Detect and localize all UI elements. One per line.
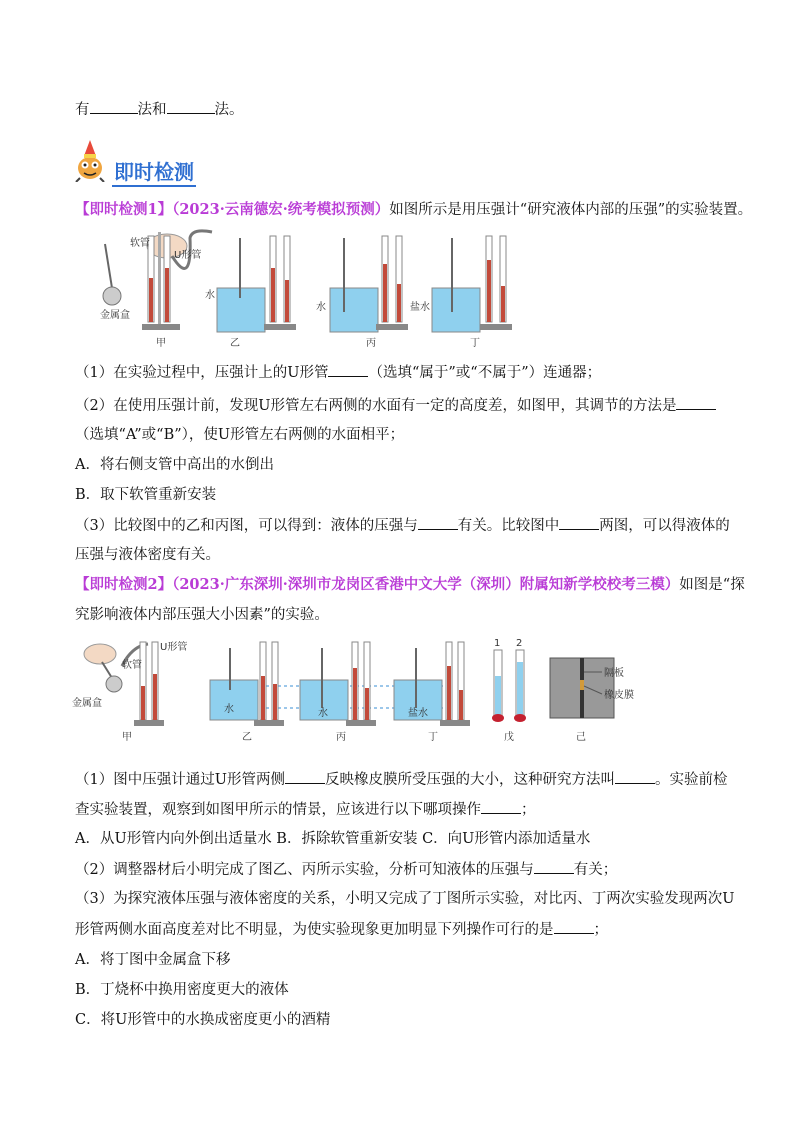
pencil-mascot-icon [70, 138, 110, 182]
label-partition: 隔板 [604, 668, 624, 679]
label-u-tube: U形管 [160, 642, 188, 653]
answer-blank[interactable] [285, 769, 325, 784]
section-title: 即时检测 [112, 160, 196, 187]
label-soft-tube: 软管 [122, 660, 142, 671]
answer-blank[interactable] [676, 395, 716, 410]
label-ding: 丁 [428, 732, 438, 743]
q2-p2: （2）调整器材后小明完成了图乙、丙所示实验，分析可知液体的压强与 有关； [75, 859, 617, 880]
label-metal-box: 金属盒 [72, 698, 102, 709]
answer-blank[interactable] [615, 769, 655, 784]
label-wu: 戊 [504, 732, 514, 743]
q2-p1-cont: 查实验装置，观察到如图甲所示的情景，应该进行以下哪项操作 ； [75, 799, 536, 820]
q2-apparatus-jia [72, 640, 187, 743]
q2-option-a: A．将丁图中金属盒下移 [75, 952, 231, 968]
intro-text: 法和 [137, 102, 167, 118]
q1-p2: （2）在使用压强计前，发现U形管左右两侧的水面有一定的高度差，如图甲，其调节的方法是 [75, 395, 716, 416]
q2-figure [72, 636, 722, 746]
q1-option-a: A．将右侧支管中高出的水倒出 [75, 457, 274, 473]
answer-blank[interactable] [554, 919, 594, 934]
label-u-tube: U形管 [174, 250, 202, 261]
q2-options: A．从U形管内向外倒出适量水 B．拆除软管重新安装 C．向U形管内添加适量水 [75, 831, 591, 847]
answer-blank[interactable] [559, 515, 599, 530]
q1-apparatus-jia [100, 231, 212, 349]
label-bing: 丙 [336, 732, 346, 743]
answer-blank[interactable] [418, 515, 458, 530]
q1-source: （2023·云南德宏·统考模拟预测） [172, 201, 390, 218]
label-ding: 丁 [470, 338, 480, 349]
q1-p1: （1）在实验过程中，压强计上的U形管 （选填“属于”或“不属于”）连通器； [75, 362, 601, 383]
q1-option-b: B．取下软管重新安装 [75, 487, 217, 503]
q2-source: （2023·广东深圳·深圳市龙岗区香港中文大学（深圳）附属知新学校校考三模） [172, 576, 680, 593]
intro-line [75, 99, 244, 120]
q1-p2-cont: （选填“A”或“B”），使U形管左右两侧的水面相平； [75, 427, 405, 443]
q1-apparatus-yi [205, 236, 296, 349]
label-metal-box: 金属盒 [100, 310, 130, 321]
q2-option-c: C．将U形管中的水换成密度更小的酒精 [75, 1012, 331, 1028]
label-soft-tube: 软管 [130, 238, 150, 249]
q1-header [75, 200, 752, 220]
label-water: 水 [224, 704, 234, 715]
intro-text: 有 [75, 102, 90, 118]
q2-p1: （1）图中压强计通过U形管两侧 反映橡皮膜所受压强的大小，这种研究方法叫 。实验前检 [75, 769, 727, 790]
label-salt-water: 盐水 [410, 302, 430, 313]
q2-option-b: B．丁烧杯中换用密度更大的液体 [75, 982, 289, 998]
q2-tag: 【即时检测2】 [75, 576, 173, 593]
label-yi: 乙 [230, 338, 240, 349]
q1-tag: 【即时检测1】 [75, 201, 173, 218]
q1-apparatus-ding [410, 236, 512, 349]
q2-stem-cont: 究影响液体内部压强大小因素”的实验。 [75, 607, 329, 623]
answer-blank[interactable] [481, 799, 521, 814]
label-water: 水 [318, 708, 328, 719]
q1-p3-cont: 压强与液体密度有关。 [75, 547, 220, 563]
label-salt-water: 盐水 [408, 708, 428, 719]
q1-figure [72, 228, 692, 350]
q2-apparatus-ding [394, 642, 470, 743]
q2-p3: （3）为探究液体压强与液体密度的关系，小明又完成了丁图所示实验，对比丙、丁两次实验发现两次U [75, 891, 735, 907]
label-water: 水 [316, 302, 326, 313]
q1-p3: （3）比较图中的乙和丙图，可以得到：液体的压强与 有关。比较图中 两图，可以得液体的 [75, 515, 730, 536]
q2-apparatus-wu [492, 638, 526, 743]
answer-blank[interactable] [90, 99, 138, 114]
q2-apparatus-bing [300, 642, 376, 743]
label-tube-2: 2 [516, 638, 523, 649]
label-jia: 甲 [156, 338, 166, 349]
q2-apparatus-yi [210, 642, 284, 743]
q2-apparatus-ji [550, 658, 634, 743]
q2-header [75, 575, 745, 595]
answer-blank[interactable] [328, 362, 368, 377]
intro-text: 法。 [214, 102, 244, 118]
label-ji: 己 [576, 732, 586, 743]
label-jia: 甲 [122, 732, 132, 743]
label-bing: 丙 [366, 338, 376, 349]
label-water: 水 [205, 290, 215, 301]
q2-stem: 如图是“探 [679, 577, 745, 593]
q2-p3-cont: 形管两侧水面高度差对比不明显，为使实验现象更加明显下列操作可行的是 ； [75, 919, 608, 940]
label-tube-1: 1 [494, 638, 501, 649]
label-yi: 乙 [242, 732, 252, 743]
q1-apparatus-bing [316, 236, 408, 349]
answer-blank[interactable] [167, 99, 215, 114]
answer-blank[interactable] [534, 859, 574, 874]
label-rubber-film: 橡皮膜 [604, 690, 634, 701]
q1-stem: 如图所示是用压强计“研究液体内部的压强”的实验装置。 [389, 202, 753, 218]
